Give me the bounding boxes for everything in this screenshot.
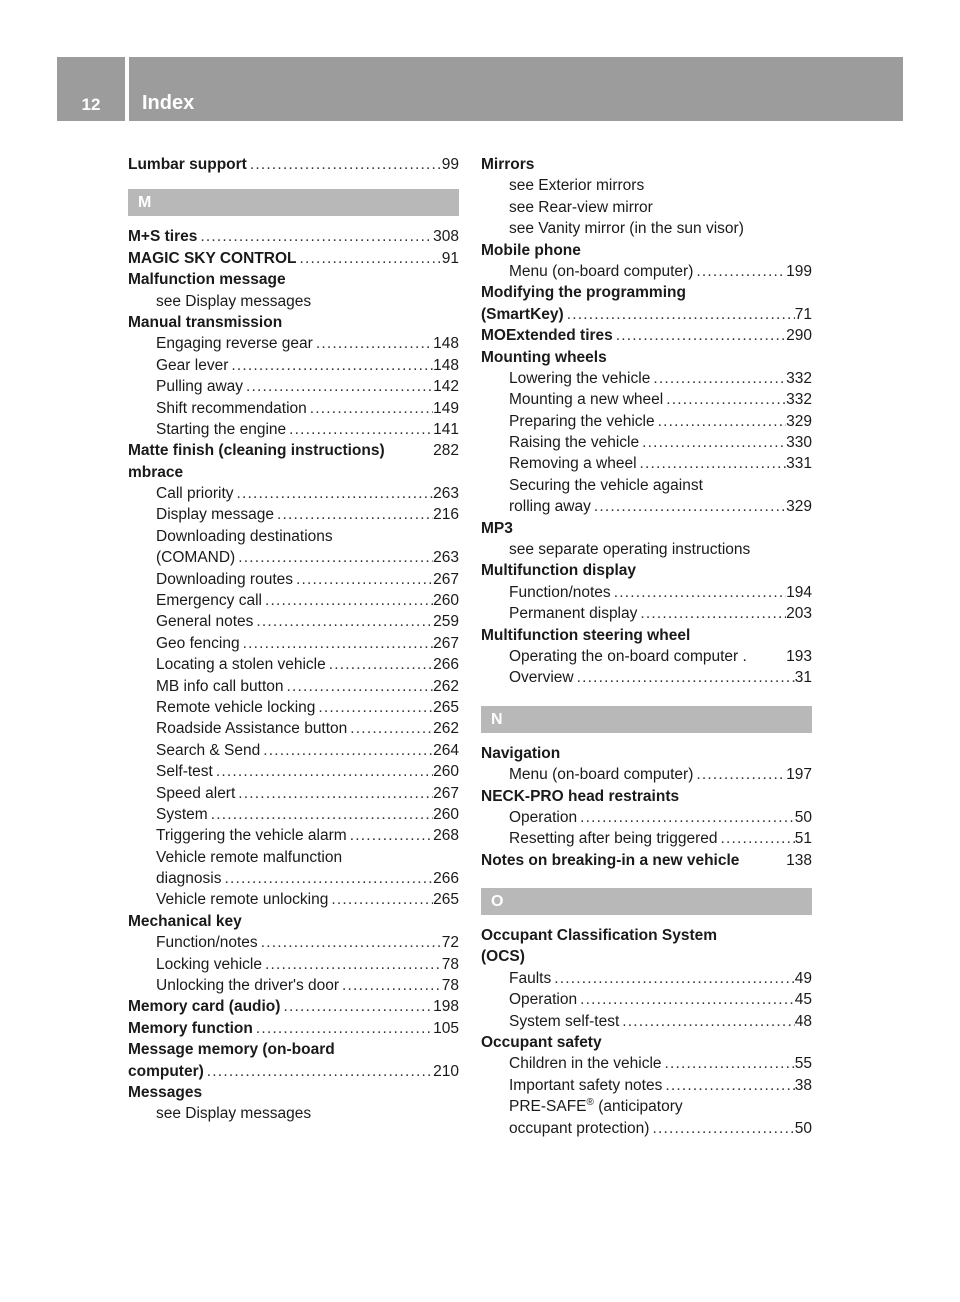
entry-label: NECK-PRO head restraints: [481, 787, 680, 805]
dot-leader: [574, 667, 795, 688]
page-reference[interactable]: 48: [794, 1012, 812, 1030]
page-reference[interactable]: 38: [794, 1076, 812, 1094]
page-reference[interactable]: 194: [786, 583, 812, 601]
dot-leader: [235, 783, 433, 804]
page-reference[interactable]: 51: [794, 830, 812, 848]
page-reference[interactable]: 267: [433, 784, 459, 802]
index-subentry[interactable]: [481, 828, 812, 849]
dot-leader: [258, 932, 442, 953]
dot-leader: [222, 868, 434, 889]
index-subentry[interactable]: [481, 646, 812, 667]
page-reference[interactable]: 329: [786, 412, 812, 430]
index-subentry[interactable]: [128, 804, 459, 825]
index-entry[interactable]: [481, 625, 812, 646]
index-subentry[interactable]: [481, 539, 812, 560]
index-entry[interactable]: [481, 947, 812, 968]
index-subentry[interactable]: [481, 667, 812, 688]
entry-label: Important safety notes: [509, 1076, 663, 1094]
dot-leader: [693, 261, 786, 282]
entry-label: System self-test: [509, 1012, 620, 1030]
section-letter-n: N: [481, 706, 812, 733]
page-reference[interactable]: 262: [433, 720, 459, 738]
index-entry[interactable]: [128, 1039, 459, 1060]
entry-label: Pulling away: [156, 378, 244, 396]
page-reference[interactable]: 91: [441, 249, 459, 267]
index-entry[interactable]: [481, 240, 812, 261]
entry-label: Remote vehicle locking: [156, 698, 316, 716]
dot-leader: [262, 954, 442, 975]
index-subentry[interactable]: [128, 398, 459, 419]
dot-leader: [253, 611, 433, 632]
index-entry[interactable]: [128, 269, 459, 290]
dot-leader: [551, 968, 795, 989]
dot-leader: [655, 411, 787, 432]
dot-leader: [260, 740, 433, 761]
dot-leader: [639, 432, 786, 453]
index-entry[interactable]: [128, 154, 459, 175]
dot-leader: [619, 1011, 795, 1032]
entry-label: Multifunction steering wheel: [481, 626, 691, 644]
entry-label: Multifunction display: [481, 562, 636, 580]
index-entry[interactable]: [481, 560, 812, 581]
page-reference[interactable]: 71: [794, 305, 812, 323]
index-subentry[interactable]: [128, 333, 459, 354]
entry-label: Malfunction message: [128, 271, 286, 289]
page-reference[interactable]: 332: [786, 369, 812, 387]
index-subentry[interactable]: [128, 954, 459, 975]
entry-label: Unlocking the driver's door: [156, 977, 340, 995]
index-subentry[interactable]: [481, 968, 812, 989]
dot-leader: [274, 504, 433, 525]
entry-label: (SmartKey): [481, 305, 564, 323]
entry-label: Operation: [509, 991, 578, 1009]
page-reference[interactable]: 282: [433, 442, 459, 460]
page-reference[interactable]: 72: [441, 934, 459, 952]
index-subentry[interactable]: [481, 261, 812, 282]
entry-label: Triggering the vehicle alarm: [156, 827, 347, 845]
page-reference[interactable]: 149: [433, 399, 459, 417]
page-reference[interactable]: 78: [441, 977, 459, 995]
entry-label: Operation: [509, 808, 578, 826]
dot-leader: [235, 547, 433, 568]
index-subentry[interactable]: [128, 590, 459, 611]
entry-label: Mobile phone: [481, 241, 581, 259]
page-reference[interactable]: 265: [433, 698, 459, 716]
dot-leader: [347, 718, 433, 739]
index-entry[interactable]: [481, 304, 812, 325]
entry-label: Faults: [509, 969, 552, 987]
dot-leader: [326, 654, 433, 675]
entry-label: Mounting a new wheel: [509, 391, 664, 409]
dot-leader: [339, 975, 442, 996]
index-subentry[interactable]: [481, 175, 812, 196]
index-entry[interactable]: [481, 518, 812, 539]
entry-label: MAGIC SKY CONTROL: [128, 249, 297, 267]
entry-label: mbrace: [128, 463, 184, 481]
dot-leader: [649, 1118, 794, 1139]
dot-leader: [247, 154, 442, 175]
entry-label: Lowering the vehicle: [509, 369, 651, 387]
entry-label: Navigation: [481, 744, 561, 762]
page-reference[interactable]: 50: [794, 1119, 812, 1137]
page-reference[interactable]: 263: [433, 549, 459, 567]
entry-label: Memory card (audio): [128, 998, 281, 1016]
dot-leader: [663, 389, 786, 410]
dot-leader: [307, 398, 433, 419]
page-reference[interactable]: 193: [786, 647, 812, 665]
dot-leader: [213, 761, 433, 782]
dot-leader: [637, 453, 787, 474]
index-subentry[interactable]: [128, 504, 459, 525]
page-reference[interactable]: 264: [433, 741, 459, 759]
index-subentry[interactable]: [481, 389, 812, 410]
page-reference[interactable]: 55: [794, 1055, 812, 1073]
dot-leader: [611, 582, 786, 603]
page-reference[interactable]: 262: [433, 677, 459, 695]
entry-label: Children in the vehicle: [509, 1055, 662, 1073]
dot-leader: [293, 569, 433, 590]
entry-label: MP3: [481, 519, 513, 537]
index-entry[interactable]: [128, 312, 459, 333]
page-reference[interactable]: 198: [433, 998, 459, 1016]
page-reference[interactable]: 78: [441, 955, 459, 973]
entry-label: Shift recommendation: [156, 399, 307, 417]
index-subentry[interactable]: [128, 975, 459, 996]
dot-leader: [347, 825, 433, 846]
entry-label: Removing a wheel: [509, 455, 637, 473]
entry-label: Securing the vehicle against: [509, 476, 703, 494]
entry-label: Operating the on-board computer .: [509, 647, 747, 665]
entry-label: Function/notes: [156, 934, 258, 952]
index-subentry[interactable]: [128, 483, 459, 504]
page-reference[interactable]: 105: [433, 1019, 459, 1037]
index-subentry[interactable]: [128, 526, 459, 547]
index-entry[interactable]: [128, 248, 459, 269]
index-entry[interactable]: [481, 325, 812, 346]
entry-label: see Display messages: [156, 292, 312, 310]
page-reference[interactable]: 210: [433, 1062, 459, 1080]
index-subentry[interactable]: [481, 582, 812, 603]
entry-label: Starting the engine: [156, 420, 287, 438]
index-subentry[interactable]: [481, 1096, 812, 1117]
index-subentry[interactable]: [128, 654, 459, 675]
page-reference[interactable]: 142: [433, 378, 459, 396]
entry-label: Occupant safety: [481, 1034, 602, 1052]
index-subentry[interactable]: [128, 740, 459, 761]
index-subentry[interactable]: [481, 989, 812, 1010]
page-reference[interactable]: 99: [441, 155, 459, 173]
index-subentry[interactable]: [128, 890, 459, 911]
index-subentry[interactable]: [128, 419, 459, 440]
index-subentry[interactable]: [128, 825, 459, 846]
entry-label: Matte finish (cleaning instructions): [128, 442, 385, 460]
entry-label: see separate operating instructions: [509, 541, 751, 559]
dot-leader: [204, 1061, 433, 1082]
entry-label: Messages: [128, 1084, 203, 1101]
section-letter-o: O: [481, 888, 812, 915]
entry-label: Occupant Classification System: [481, 927, 718, 945]
index-entry[interactable]: [128, 1082, 459, 1103]
index-subentry[interactable]: [128, 633, 459, 654]
index-subentry[interactable]: [128, 376, 459, 397]
entry-label: rolling away: [509, 498, 591, 516]
index-subentry[interactable]: [481, 368, 812, 389]
index-subentry[interactable]: [481, 218, 812, 239]
entry-label: Menu (on-board computer): [509, 262, 694, 280]
page-reference[interactable]: 138: [786, 851, 812, 869]
index-subentry[interactable]: [128, 676, 459, 697]
page-reference[interactable]: 308: [433, 228, 459, 246]
dot-leader: [240, 633, 434, 654]
index-subentry[interactable]: [128, 569, 459, 590]
page-reference[interactable]: 329: [786, 498, 812, 516]
entry-label: computer): [128, 1062, 204, 1080]
index-entry[interactable]: [128, 996, 459, 1017]
index-subentry[interactable]: [481, 411, 812, 432]
dot-leader: [693, 764, 786, 785]
entry-label: Geo fencing: [156, 634, 240, 652]
entry-label: Function/notes: [509, 583, 611, 601]
page-reference[interactable]: 268: [433, 827, 459, 845]
index-entry[interactable]: [481, 1032, 812, 1053]
index-subentry[interactable]: [481, 496, 812, 517]
index-subentry[interactable]: [481, 197, 812, 218]
entry-label: Roadside Assistance button: [156, 720, 348, 738]
dot-leader: [286, 419, 433, 440]
index-subentry[interactable]: [128, 355, 459, 376]
entry-label: Mechanical key: [128, 912, 242, 930]
dot-leader: [564, 304, 795, 325]
entry-label: (COMAND): [156, 549, 236, 567]
index-subentry[interactable]: [128, 697, 459, 718]
entry-label: Mounting wheels: [481, 348, 607, 366]
page-reference[interactable]: 216: [433, 506, 459, 524]
entry-label: Vehicle remote malfunction: [156, 848, 343, 866]
entry-label: Vehicle remote unlocking: [156, 891, 329, 909]
page-reference[interactable]: 141: [433, 420, 459, 438]
entry-label: Resetting after being triggered: [509, 830, 718, 848]
index-column-right: [481, 154, 812, 1139]
section-letter-m: M: [128, 189, 459, 216]
page-reference[interactable]: 331: [786, 455, 812, 473]
entry-label: see Rear-view mirror: [509, 198, 653, 216]
entry-label: General notes: [156, 613, 254, 631]
page-reference[interactable]: 290: [786, 327, 812, 345]
index-entry[interactable]: [481, 743, 812, 764]
index-subentry[interactable]: [481, 1075, 812, 1096]
entry-label: see Display messages: [156, 1105, 312, 1123]
entry-label: Message memory (on-board: [128, 1041, 335, 1059]
dot-leader: [315, 697, 433, 718]
index-entry[interactable]: [128, 226, 459, 247]
index-subentry[interactable]: [128, 847, 459, 868]
page-reference[interactable]: 260: [433, 763, 459, 781]
registered-mark: ®: [586, 1097, 594, 1109]
entry-label: see Exterior mirrors: [509, 177, 645, 195]
index-entry[interactable]: [128, 1061, 459, 1082]
entry-label: Downloading destinations: [156, 527, 333, 545]
entry-label: Modifying the programming: [481, 284, 686, 302]
dot-leader: [243, 376, 433, 397]
page-reference[interactable]: 260: [433, 592, 459, 610]
page-header: [57, 57, 903, 121]
index-subentry[interactable]: [128, 1103, 459, 1124]
index-entry[interactable]: [481, 786, 812, 807]
entry-label: occupant protection): [509, 1119, 650, 1137]
entry-label: Self-test: [156, 763, 213, 781]
dot-leader: [234, 483, 434, 504]
page-reference[interactable]: 266: [433, 870, 459, 888]
page-reference[interactable]: 266: [433, 656, 459, 674]
page-reference[interactable]: 203: [786, 605, 812, 623]
entry-label: Speed alert: [156, 784, 236, 802]
index-subentry[interactable]: [128, 761, 459, 782]
dot-leader: [197, 226, 433, 247]
entry-label: MOExtended tires: [481, 327, 613, 345]
index-entry[interactable]: [481, 925, 812, 946]
entry-label: Gear lever: [156, 356, 229, 374]
dot-leader: [228, 355, 433, 376]
page-reference[interactable]: 259: [433, 613, 459, 631]
index-subentry[interactable]: [128, 611, 459, 632]
dot-leader: [208, 804, 433, 825]
entry-label: Menu (on-board computer): [509, 766, 694, 784]
entry-label: MB info call button: [156, 677, 284, 695]
index-subentry[interactable]: [481, 1053, 812, 1074]
page-reference[interactable]: 332: [786, 391, 812, 409]
index-entry[interactable]: [481, 347, 812, 368]
entry-label: Emergency call: [156, 592, 262, 610]
index-subentry[interactable]: [481, 1011, 812, 1032]
dot-leader: [718, 828, 795, 849]
entry-label: Memory function: [128, 1019, 253, 1037]
page-reference[interactable]: 148: [433, 335, 459, 353]
page-reference[interactable]: 263: [433, 485, 459, 503]
dot-leader: [613, 325, 786, 346]
page-reference[interactable]: 267: [433, 570, 459, 588]
page-reference[interactable]: 267: [433, 634, 459, 652]
index-subentry[interactable]: [481, 432, 812, 453]
dot-leader: [577, 989, 795, 1010]
dot-leader: [662, 1075, 794, 1096]
dot-leader: [577, 807, 795, 828]
entry-label: Call priority: [156, 485, 234, 503]
page-title: Index: [142, 92, 195, 114]
entry-label: Locating a stolen vehicle: [156, 656, 326, 674]
dot-leader: [328, 889, 433, 910]
entry-label: Locking vehicle: [156, 955, 262, 973]
index-subentry[interactable]: [481, 764, 812, 785]
index-entry[interactable]: [128, 462, 459, 483]
dot-leader: [313, 333, 433, 354]
index-subentry[interactable]: [481, 807, 812, 828]
entry-label: Engaging reverse gear: [156, 335, 313, 353]
entry-label: Notes on breaking-in a new vehicle: [481, 851, 740, 869]
entry-label: System: [156, 805, 208, 823]
entry-label: Display message: [156, 506, 275, 524]
dot-leader: [650, 368, 786, 389]
page-reference[interactable]: 45: [794, 991, 812, 1009]
index-entry[interactable]: [481, 850, 812, 871]
index-subentry[interactable]: [128, 718, 459, 739]
page-reference[interactable]: 148: [433, 356, 459, 374]
dot-leader: [637, 603, 786, 624]
page-reference[interactable]: 260: [433, 805, 459, 823]
entry-label: Preparing the vehicle: [509, 412, 655, 430]
entry-label: M+S tires: [128, 228, 198, 246]
index-subentry[interactable]: [128, 868, 459, 889]
index-subentry[interactable]: [128, 783, 459, 804]
header-divider: [125, 57, 129, 121]
entry-label: PRE-SAFE® (anticipatory: [509, 1097, 683, 1116]
dot-leader: [591, 496, 786, 517]
index-entry[interactable]: [128, 440, 459, 461]
index-subentry[interactable]: [128, 547, 459, 568]
page-reference[interactable]: 199: [786, 262, 812, 280]
index-entry[interactable]: [128, 911, 459, 932]
index-entry[interactable]: [481, 154, 812, 175]
page-reference[interactable]: 31: [794, 669, 812, 687]
entry-label: Overview: [509, 669, 574, 687]
entry-label: Downloading routes: [156, 570, 294, 588]
index-subentry[interactable]: [481, 1118, 812, 1139]
entry-label: Lumbar support: [128, 155, 247, 173]
entry-label: (OCS): [481, 948, 525, 966]
page-reference[interactable]: 330: [786, 434, 812, 452]
index-subentry[interactable]: [128, 932, 459, 953]
page-reference[interactable]: 49: [794, 969, 812, 987]
dot-leader: [662, 1053, 795, 1074]
entry-label: Raising the vehicle: [509, 434, 640, 452]
page-reference[interactable]: 197: [786, 766, 812, 784]
index-subentry[interactable]: [128, 291, 459, 312]
index-subentry[interactable]: [481, 603, 812, 624]
entry-label: Permanent display: [509, 605, 638, 623]
dot-leader: [284, 676, 434, 697]
dot-leader: [297, 248, 442, 269]
entry-label: Manual transmission: [128, 313, 283, 331]
dot-leader: [253, 1018, 433, 1039]
entry-label: see Vanity mirror (in the sun visor): [509, 220, 744, 238]
page-reference[interactable]: 265: [433, 891, 459, 909]
entry-label: diagnosis: [156, 870, 222, 888]
index-entry[interactable]: [128, 1018, 459, 1039]
entry-label: Search & Send: [156, 741, 261, 759]
index-entry[interactable]: [481, 282, 812, 303]
page-number: 12: [81, 95, 101, 114]
dot-leader: [262, 590, 433, 611]
page-reference[interactable]: 50: [794, 808, 812, 826]
dot-leader: [280, 996, 433, 1017]
index-column-left: [128, 154, 459, 1125]
index-subentry[interactable]: [481, 453, 812, 474]
entry-label: Mirrors: [481, 155, 535, 173]
index-subentry[interactable]: [481, 475, 812, 496]
